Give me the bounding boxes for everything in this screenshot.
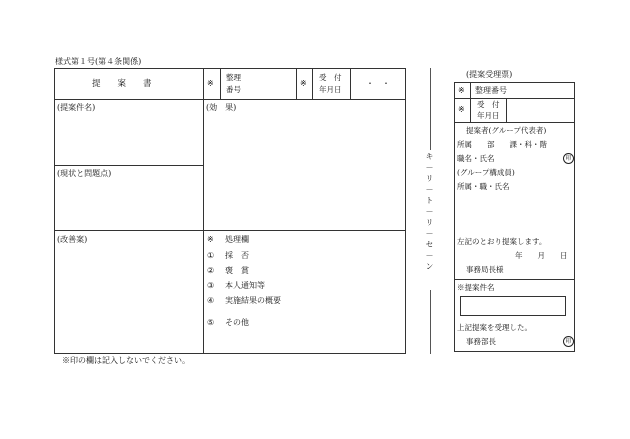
processing-item-label: 本人通知等 <box>225 281 265 290</box>
processing-item-num: ④ <box>207 296 215 305</box>
processing-item-num: ⑤ <box>207 318 215 327</box>
received-label-2: 年月日 <box>319 85 342 94</box>
processing-mark: ※ <box>207 235 214 244</box>
improvement-label: (改善案) <box>57 235 88 244</box>
reg-label-2: 番号 <box>226 85 241 94</box>
addressee: 事務局長様 <box>466 265 504 274</box>
position-name-line: 職名・氏名 <box>457 154 495 163</box>
proposal-name-label: (提案件名) <box>57 103 96 112</box>
processing-item-label: 褒 賞 <box>225 266 249 275</box>
receipt-received-label-1: 受 付 <box>477 100 500 109</box>
processing-item-num: ② <box>207 266 215 275</box>
receipt-received-mark: ※ <box>458 105 465 114</box>
receipt-reg-label: 整理番号 <box>475 86 507 95</box>
current-issues-label: (現状と問題点) <box>57 169 112 178</box>
receipt-received-label-2: 年月日 <box>477 111 500 120</box>
secretary-label: 事務部長 <box>466 337 496 346</box>
effect-label: (効 果) <box>206 103 237 112</box>
affiliation-line: 所属 部 課・科・階 <box>457 140 547 149</box>
form-number: 様式第１号(第４条関係) <box>55 57 142 66</box>
proposer-label: 提案者(グループ代表者) <box>466 126 547 135</box>
group-members-label: (グループ構成員) <box>457 168 515 177</box>
processing-item-label: 採 否 <box>225 251 249 260</box>
receipt-reg-mark: ※ <box>458 86 465 95</box>
group-members-line: 所属・職・氏名 <box>457 182 510 191</box>
processing-item-num: ③ <box>207 281 215 290</box>
reg-mark: ※ <box>207 79 214 88</box>
form-title: 提 案 書 <box>92 79 152 89</box>
footer-note: ※印の欄は記入しないでください。 <box>62 356 190 365</box>
reg-label-1: 整理 <box>226 73 241 82</box>
received-mark: ※ <box>300 79 307 88</box>
receipt-proposal-name-label: ※提案件名 <box>457 283 495 292</box>
proposal-statement: 左記のとおり提案します。 <box>457 237 547 246</box>
processing-item-num: ① <box>207 251 215 260</box>
processing-item-label: その他 <box>225 318 249 327</box>
received-label-1: 受 付 <box>319 73 342 82</box>
receipt-title: (提案受理票) <box>466 70 513 79</box>
received-date-placeholder: ・ ・ <box>366 79 390 88</box>
date-line: 年 月 日 <box>515 251 568 260</box>
cut-line-text: キ－リ－ト－リ－セ－ン <box>425 152 434 273</box>
processing-title: 処理欄 <box>225 235 249 244</box>
seal-mark-2: 印 <box>563 336 574 347</box>
receipt-proposal-name-box <box>460 296 566 316</box>
processing-item-label: 実施結果の概要 <box>225 296 281 305</box>
accepted-statement: 上記提案を受理した。 <box>457 323 532 332</box>
seal-mark: 印 <box>563 153 574 164</box>
